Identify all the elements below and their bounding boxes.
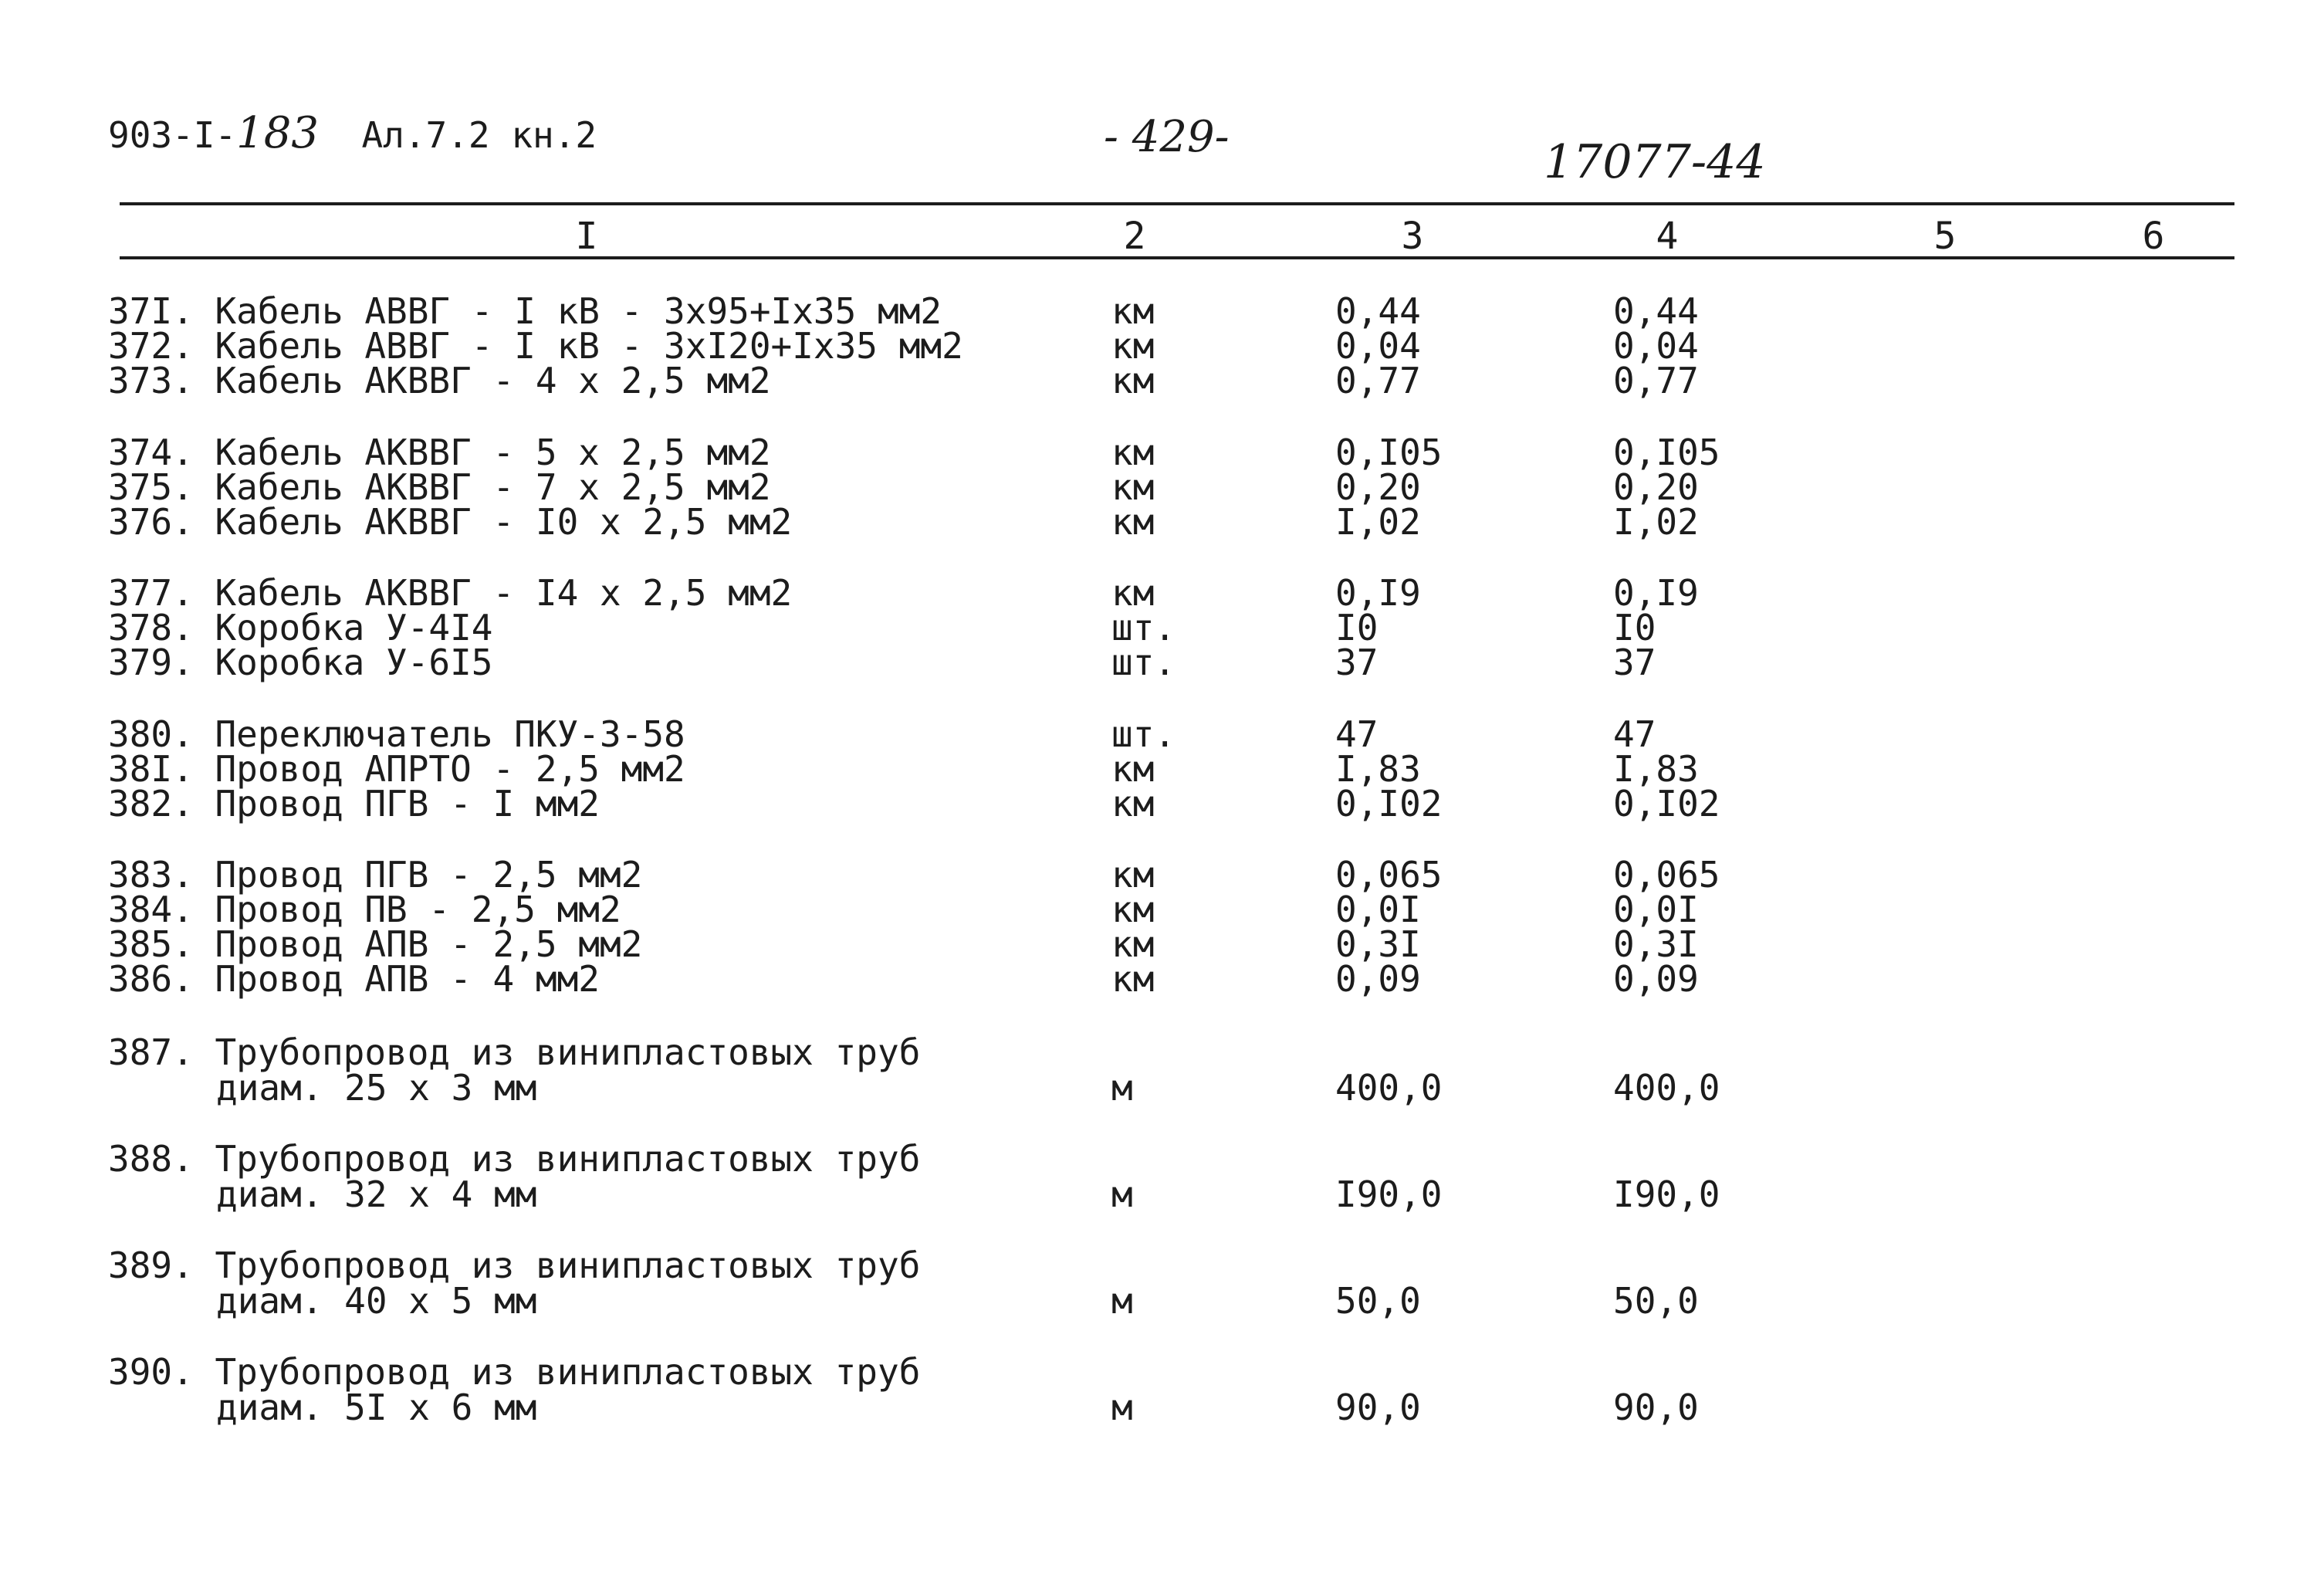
item-quantity-col3: 0,I9 <box>1335 572 1421 614</box>
table-row <box>0 748 2324 790</box>
table-row <box>0 958 2324 1000</box>
item-quantity-col4: I0 <box>1613 607 1656 648</box>
item-quantity-col4: 0,065 <box>1613 854 1720 896</box>
item-quantity-col3: 0,09 <box>1335 958 1421 1000</box>
column-header-1: I <box>575 215 598 258</box>
item-unit: км <box>1111 889 1155 930</box>
item-quantity-col4: 0,0I <box>1613 889 1699 930</box>
item-unit: км <box>1111 854 1155 896</box>
table-row <box>0 290 2324 332</box>
item-name: 375. Кабель АКВВГ - 7 х 2,5 мм2 <box>108 466 771 508</box>
item-unit: шт. <box>1111 607 1176 648</box>
item-quantity-col3: 37 <box>1335 642 1379 683</box>
table-row <box>0 854 2324 896</box>
table-row <box>0 783 2324 825</box>
item-quantity-col4: 0,09 <box>1613 958 1699 1000</box>
table-row <box>0 923 2324 965</box>
item-unit: км <box>1111 958 1155 1000</box>
table-row <box>0 642 2324 683</box>
table-row <box>0 889 2324 930</box>
item-quantity-col4: 400,0 <box>1613 1067 1720 1109</box>
item-quantity-col4: 47 <box>1613 713 1656 755</box>
item-quantity-col3: I0 <box>1335 607 1379 648</box>
item-quantity-col3: I,02 <box>1335 501 1421 543</box>
item-quantity-col4: 0,44 <box>1613 290 1699 332</box>
item-quantity-col3: 0,I02 <box>1335 783 1443 825</box>
item-name: 374. Кабель АКВВГ - 5 х 2,5 мм2 <box>108 432 771 473</box>
item-unit: км <box>1111 572 1155 614</box>
column-header-3: 3 <box>1401 215 1424 258</box>
item-quantity-col3: 0,065 <box>1335 854 1443 896</box>
table-row <box>0 713 2324 755</box>
item-quantity-col4: I,02 <box>1613 501 1699 543</box>
item-name: 383. Провод ПГВ - 2,5 мм2 <box>108 854 643 896</box>
item-unit: м <box>1111 1067 1133 1109</box>
table-row <box>0 1031 2324 1109</box>
item-unit: м <box>1111 1387 1133 1428</box>
item-quantity-col3: 400,0 <box>1335 1067 1443 1109</box>
item-unit: км <box>1111 783 1155 825</box>
item-name: 38I. Провод АПРТО - 2,5 мм2 <box>108 748 685 790</box>
album-reference: Ал.7.2 кн.2 <box>361 114 597 156</box>
table-row <box>0 501 2324 543</box>
item-quantity-col4: I,83 <box>1613 748 1699 790</box>
item-unit: км <box>1111 325 1155 367</box>
column-header-4: 4 <box>1656 215 1679 258</box>
item-quantity-col3: 50,0 <box>1335 1280 1421 1322</box>
table-row <box>0 607 2324 648</box>
item-name: 373. Кабель АКВВГ - 4 х 2,5 мм2 <box>108 360 771 401</box>
item-quantity-col4: 37 <box>1613 642 1656 683</box>
item-name: 37I. Кабель АВВГ - I кВ - 3х95+Iх35 мм2 <box>108 290 942 332</box>
item-name: 377. Кабель АКВВГ - I4 х 2,5 мм2 <box>108 572 793 614</box>
item-name: 390. Трубопровод из винипластовых труб <box>108 1351 921 1393</box>
item-name-continued: диам. 25 х 3 мм <box>216 1067 537 1109</box>
item-quantity-col3: 0,I05 <box>1335 432 1443 473</box>
item-quantity-col4: 0,3I <box>1613 923 1699 965</box>
item-quantity-col4: 50,0 <box>1613 1280 1699 1322</box>
item-unit: шт. <box>1111 642 1176 683</box>
item-unit: км <box>1111 360 1155 401</box>
item-quantity-col4: 0,20 <box>1613 466 1699 508</box>
document-code-printed: 903-I- <box>108 114 237 156</box>
item-name: 380. Переключатель ПКУ-3-58 <box>108 713 685 755</box>
item-name: 385. Провод АПВ - 2,5 мм2 <box>108 923 643 965</box>
document-code <box>108 108 597 158</box>
item-quantity-col3: 0,04 <box>1335 325 1421 367</box>
column-header-5: 5 <box>1933 215 1957 258</box>
item-name-continued: диам. 32 х 4 мм <box>216 1173 537 1215</box>
item-quantity-col3: 47 <box>1335 713 1379 755</box>
item-quantity-col4: 0,I9 <box>1613 572 1699 614</box>
item-unit: км <box>1111 432 1155 473</box>
item-unit: км <box>1111 290 1155 332</box>
column-header-6: 6 <box>2142 215 2165 258</box>
item-name: 384. Провод ПВ - 2,5 мм2 <box>108 889 621 930</box>
item-quantity-col4: 0,I05 <box>1613 432 1720 473</box>
item-name: 386. Провод АПВ - 4 мм2 <box>108 958 600 1000</box>
item-name: 389. Трубопровод из винипластовых труб <box>108 1245 921 1286</box>
item-name: 382. Провод ПГВ - I мм2 <box>108 783 600 825</box>
item-name: 387. Трубопровод из винипластовых труб <box>108 1031 921 1073</box>
item-quantity-col3: 0,0I <box>1335 889 1421 930</box>
table-row <box>0 432 2324 473</box>
item-quantity-col4: 0,04 <box>1613 325 1699 367</box>
item-unit: км <box>1111 748 1155 790</box>
item-unit: м <box>1111 1280 1133 1322</box>
item-quantity-col3: 90,0 <box>1335 1387 1421 1428</box>
table-row <box>0 1245 2324 1322</box>
item-name: 378. Коробка У-4I4 <box>108 607 493 648</box>
item-quantity-col4: I90,0 <box>1613 1173 1720 1215</box>
document-code-handwritten: 183 <box>236 108 320 158</box>
table-row <box>0 1351 2324 1428</box>
table-row <box>0 325 2324 367</box>
table-row <box>0 1138 2324 1215</box>
item-name: 379. Коробка У-6I5 <box>108 642 493 683</box>
table-top-rule <box>120 202 2234 205</box>
item-unit: км <box>1111 501 1155 543</box>
item-name-continued: диам. 5I х 6 мм <box>216 1387 537 1428</box>
item-quantity-col3: I,83 <box>1335 748 1421 790</box>
table-row <box>0 572 2324 614</box>
item-name-continued: диам. 40 х 5 мм <box>216 1280 537 1322</box>
item-quantity-col4: 0,77 <box>1613 360 1699 401</box>
page-number: - 429- <box>1104 112 1230 162</box>
item-quantity-col4: 90,0 <box>1613 1387 1699 1428</box>
item-name: 372. Кабель АВВГ - I кВ - 3хI20+Iх35 мм2 <box>108 325 963 367</box>
item-unit: км <box>1111 923 1155 965</box>
item-quantity-col3: I90,0 <box>1335 1173 1443 1215</box>
item-unit: шт. <box>1111 713 1176 755</box>
item-quantity-col3: 0,20 <box>1335 466 1421 508</box>
table-row <box>0 360 2324 401</box>
item-unit: км <box>1111 466 1155 508</box>
item-quantity-col3: 0,77 <box>1335 360 1421 401</box>
column-header-2: 2 <box>1123 215 1146 258</box>
item-name: 376. Кабель АКВВГ - I0 х 2,5 мм2 <box>108 501 793 543</box>
stamp-number: 17077-44 <box>1544 135 1766 189</box>
item-unit: м <box>1111 1173 1133 1215</box>
table-row <box>0 466 2324 508</box>
item-quantity-col4: 0,I02 <box>1613 783 1720 825</box>
item-name: 388. Трубопровод из винипластовых труб <box>108 1138 921 1180</box>
item-quantity-col3: 0,44 <box>1335 290 1421 332</box>
item-quantity-col3: 0,3I <box>1335 923 1421 965</box>
